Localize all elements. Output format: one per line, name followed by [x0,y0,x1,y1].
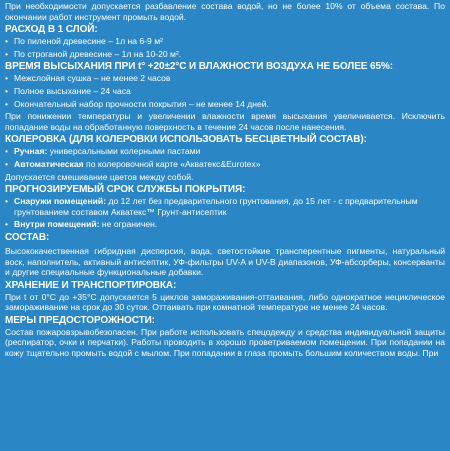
storage-heading: ХРАНЕНИЕ И ТРАНСПОРТИРОВКА: [5,279,177,291]
consumption-item: По пиленой древесине – 1л на 6-9 м² [14,36,163,47]
bullet-icon: • [5,219,9,230]
service-life-section [5,184,445,230]
list-item [5,49,445,60]
service-life-item-label: Внутри помещений: [14,219,100,230]
bullet-icon: • [5,73,9,84]
service-life-item-text: до 12 лет без предварительного грунтования, до 15 лет - с предварительным грунтованием составом Акватекс™ Грунт-антисептик [14,196,418,217]
list-item [5,86,445,97]
storage-section [5,280,445,313]
service-life-item [14,196,445,217]
bullet-icon: • [5,98,9,109]
safety-heading: МЕРЫ ПРЕДОСТОРОЖНОСТИ: [5,314,155,326]
bullet-icon: • [5,36,9,47]
safety-text: Состав пожаровзрывобезопасен. При работе использовать спецодежду и средства индивидуальной защиты (респиратор, очки и перчатки). Работы проводить в хорошо проветриваемом помещении. При попадании на кожу тщательно промыть водой с мылом. При попадании в глаза промыть большим количеством воды. При [5,326,445,359]
service-life-heading: ПРОГНОЗИРУЕМЫЙ СРОК СЛУЖБЫ ПОКРЫТИЯ: [5,184,246,196]
tinting-item [14,159,445,170]
composition-text: Высококачественная гибридная дисперсия, вода, светостойкие трансперентные пигменты, натуральный воск, наполнитель, активный антисептик, УФ-фильтры UV-A и UV-B диапазонов, УФ-абсорберы, консерванты и другие специальные функциональные добавки. [5,245,445,278]
consumption-heading: РАСХОД В 1 СЛОЙ: [5,24,98,36]
tinting-note: Допускается смешивание цветов между собой. [5,171,194,182]
storage-text: При t от 0°С до +35°С допускается 5 циклов замораживания-оттаивания, либо однократное нециклическое замораживание на срок до 30 суток. Оттаивать при комнатной температуре не менее 24 часов. [5,291,445,313]
consumption-section [5,24,445,59]
drying-item: Межслойная сушка – не менее 2 часов [14,73,171,84]
drying-item: Окончательный набор прочности покрытия – не менее 14 дней. [14,98,269,109]
drying-heading: ВРЕМЯ ВЫСЫХАНИЯ ПРИ t° +20±2°С И ВЛАЖНОСТИ ВОЗДУХА НЕ БОЛЕЕ 65%: [5,61,393,73]
bullet-icon: • [5,146,9,157]
intro-paragraph: При необходимости допускается разбавление состава водой, но не более 10% от объема состава. По окончании работ инструмент промыть водой. [5,1,445,22]
service-life-item-label: Снаружи помещений: [14,196,107,207]
consumption-item: По строганой древесине – 1л на 10-20 м². [14,48,182,59]
service-life-item-text: не ограничен. [99,219,158,230]
tinting-section [5,134,445,182]
tinting-item [14,146,445,157]
tinting-item-text: по колеровочной карте «Акватекс&Eurotex» [83,158,261,169]
bullet-icon: • [5,85,9,96]
list-item [5,146,445,157]
list-item [5,196,445,217]
composition-section [5,232,445,278]
drying-section [5,61,445,132]
tinting-item-text: универсальными колерными пастами [47,146,201,157]
bullet-icon: • [5,48,9,59]
tinting-heading: КОЛЕРОВКА (ДЛЯ КОЛЕРОВКИ ИСПОЛЬЗОВАТЬ БЕСЦВЕТНЫЙ СОСТАВ): [5,134,367,146]
list-item [5,73,445,84]
composition-heading: СОСТАВ: [5,231,50,243]
service-life-item [14,219,445,230]
list-item [5,219,445,230]
bullet-icon: • [5,196,9,207]
list-item [5,99,445,110]
list-item [5,159,445,170]
list-item [5,36,445,47]
drying-item: Полное высыхание – 24 часа [14,85,131,96]
drying-note: При понижении температуры и увеличении влажности время высыхания увеличивается. Исключить попадание воды на обработанную поверхность в течение 24 часов после нанесения. [5,111,445,132]
tinting-item-label: Ручная: [14,146,48,157]
tinting-item-label: Автоматическая [14,158,84,169]
safety-section [5,315,445,359]
bullet-icon: • [5,158,9,169]
